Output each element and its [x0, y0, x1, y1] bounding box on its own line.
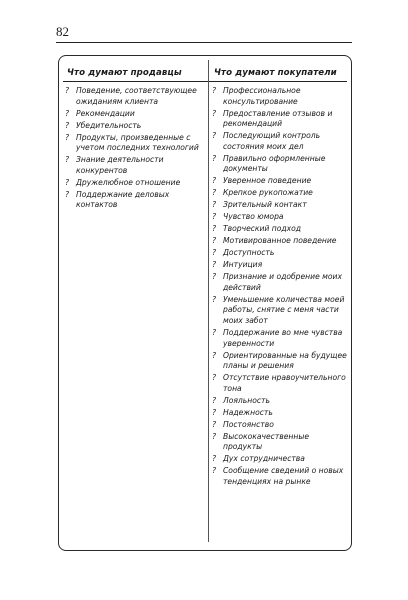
buyer-item-text: Профессиональное консультирование	[223, 86, 301, 106]
buyer-item-text: Последующий контроль состояния моих дел	[223, 131, 321, 151]
buyer-item-text: Лояльность	[223, 395, 270, 405]
seller-item-text: Рекомендации	[76, 108, 135, 118]
buyer-item-text: Отсутствие нравоучительного тона	[223, 373, 346, 393]
question-mark-bullet-icon: ?	[212, 153, 217, 163]
buyer-item	[212, 454, 348, 465]
table-header-divider	[63, 81, 347, 82]
seller-item	[65, 178, 205, 189]
buyer-item	[212, 154, 348, 175]
seller-item-text: Дружелюбное отношение	[76, 177, 181, 187]
seller-item-text: Знание деятельности конкурентов	[76, 155, 164, 175]
question-mark-bullet-icon: ?	[65, 120, 70, 130]
buyer-item	[212, 432, 348, 453]
question-mark-bullet-icon: ?	[212, 188, 217, 198]
buyer-item-text: Дух сотрудничества	[223, 454, 305, 464]
question-mark-bullet-icon: ?	[212, 466, 217, 476]
buyer-item	[212, 200, 348, 211]
question-mark-bullet-icon: ?	[65, 177, 70, 187]
question-mark-bullet-icon: ?	[212, 236, 217, 246]
buyer-item	[212, 188, 348, 199]
seller-item	[65, 133, 205, 154]
header-rule	[56, 42, 352, 43]
question-mark-bullet-icon: ?	[65, 108, 70, 118]
buyer-item-text: Чувство юмора	[223, 212, 284, 222]
buyer-item-text: Предоставление отзывов и рекомендаций	[223, 108, 333, 129]
sellers-list	[65, 86, 205, 212]
buyer-item	[212, 86, 348, 107]
buyer-item-text: Интуиция	[223, 260, 263, 270]
seller-item-text: Поддержание деловых контактов	[76, 189, 170, 210]
page-number: 82	[56, 24, 69, 39]
buyer-item	[212, 224, 348, 235]
buyer-item	[212, 212, 348, 223]
question-mark-bullet-icon: ?	[212, 108, 217, 118]
buyer-item	[212, 373, 348, 394]
question-mark-bullet-icon: ?	[212, 260, 217, 270]
buyer-item	[212, 260, 348, 271]
buyer-item-text: Мотивированное поведение	[223, 236, 337, 246]
question-mark-bullet-icon: ?	[65, 155, 70, 165]
question-mark-bullet-icon: ?	[212, 395, 217, 405]
seller-item	[65, 121, 205, 132]
buyer-item-text: Сообщение сведений о новых тенденциях на рынке	[223, 466, 344, 486]
buyer-item-text: Поддержание во мне чувства уверенности	[223, 327, 343, 348]
buyer-item-text: Уменьшение количества моей работы, снятие с меня части моих забот	[223, 294, 345, 325]
question-mark-bullet-icon: ?	[212, 431, 217, 441]
buyer-item	[212, 236, 348, 247]
question-mark-bullet-icon: ?	[212, 350, 217, 360]
seller-item-text: Убедительность	[76, 120, 142, 130]
seller-item-text: Поведение, соответствующее ожиданиям клиента	[76, 86, 197, 106]
buyer-item-text: Постоянство	[223, 419, 274, 429]
buyer-item	[212, 328, 348, 349]
buyer-item-text: Высококачественные продукты	[223, 431, 310, 452]
buyer-item-text: Надежность	[223, 407, 273, 417]
buyer-item-text: Творческий подход	[223, 224, 302, 234]
question-mark-bullet-icon: ?	[212, 407, 217, 417]
buyer-item-text: Правильно оформленные документы	[223, 153, 326, 174]
buyer-item	[212, 176, 348, 187]
question-mark-bullet-icon: ?	[212, 272, 217, 282]
buyer-item	[212, 131, 348, 152]
buyer-item	[212, 396, 348, 407]
question-mark-bullet-icon: ?	[212, 224, 217, 234]
buyer-item-text: Ориентированные на будущее планы и решения	[223, 350, 347, 371]
buyer-item	[212, 295, 348, 327]
question-mark-bullet-icon: ?	[212, 454, 217, 464]
buyer-item	[212, 420, 348, 431]
buyer-item-text: Зрительный контакт	[223, 200, 307, 210]
question-mark-bullet-icon: ?	[212, 200, 217, 210]
question-mark-bullet-icon: ?	[65, 189, 70, 199]
buyer-item-text: Доступность	[223, 248, 275, 258]
buyer-item	[212, 408, 348, 419]
buyer-item-text: Признание и одобрение моих действий	[223, 272, 342, 292]
question-mark-bullet-icon: ?	[65, 132, 70, 142]
buyers-list	[212, 86, 348, 489]
buyer-item	[212, 466, 348, 487]
question-mark-bullet-icon: ?	[212, 86, 217, 95]
question-mark-bullet-icon: ?	[212, 212, 217, 222]
seller-item-text: Продукты, произведенные с учетом последних технологий	[76, 132, 199, 153]
buyer-item	[212, 351, 348, 372]
sellers-column-header: Что думают продавцы	[67, 68, 182, 78]
question-mark-bullet-icon: ?	[212, 373, 217, 383]
comparison-table	[58, 55, 352, 551]
question-mark-bullet-icon: ?	[212, 294, 217, 304]
question-mark-bullet-icon: ?	[212, 131, 217, 141]
seller-item	[65, 190, 205, 211]
buyer-item-text: Крепкое рукопожатие	[223, 188, 313, 198]
buyer-item	[212, 248, 348, 259]
question-mark-bullet-icon: ?	[212, 248, 217, 258]
question-mark-bullet-icon: ?	[212, 419, 217, 429]
buyer-item	[212, 272, 348, 293]
seller-item	[65, 86, 205, 107]
seller-item	[65, 155, 205, 176]
buyer-item-text: Уверенное поведение	[223, 176, 312, 186]
question-mark-bullet-icon: ?	[212, 327, 217, 337]
seller-item	[65, 109, 205, 120]
buyer-item	[212, 109, 348, 130]
column-divider	[208, 60, 209, 542]
question-mark-bullet-icon: ?	[212, 176, 217, 186]
buyers-column-header: Что думают покупатели	[214, 68, 337, 78]
question-mark-bullet-icon: ?	[65, 86, 70, 95]
